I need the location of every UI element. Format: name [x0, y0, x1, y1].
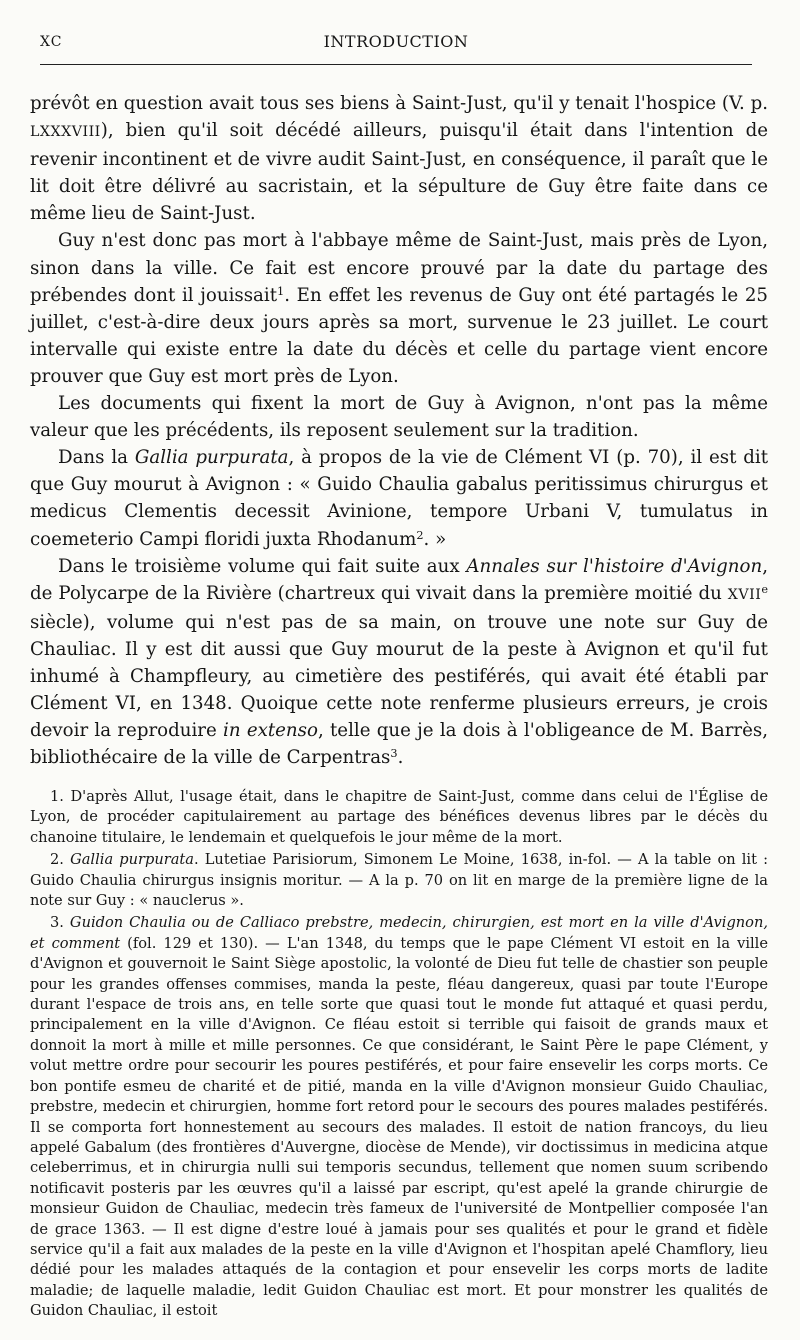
paragraph: Guy n'est donc pas mort à l'abbaye même de Saint-Just, mais près de Lyon, sinon dans la ville. Ce fait est encore prouvé par la date du partage des prébendes dont il jouissait$^1$. En effet les revenus de Guy ont été partagés le 25 juillet, c'est-à-dire deux jours après sa mort, survenue le 23 juillet. Le court intervalle qui existe entre la date du décès et celle du partage vient encore prouver que Guy est mort près de Lyon. [30, 230, 768, 387]
footnotes [30, 787, 768, 1324]
footnote-ref[interactable]: 2 [416, 528, 424, 542]
footnote: 3. Guidon Chaulia ou de Calliaco prebstre, medecin, chirurgien, est mort en la ville d'Avignon, et comment (fol. 129 et 130). — L'an 1348, du temps que le pape Clément VI estoit en la ville d'Avignon et gouvernoit le Saint Siège apostolic, la volonté de Dieu fut telle de chastier son peuple pour les grandes offenses commises, manda la peste, fléau dangereux, quasi par toute l'Europe durant l'espace de trois ans, en telle sorte que quasi tout le monde fut attaqué et quasi perdu, principalement en la ville d'Avignon. Ce fléau estoit si terrible qui faisoit de grands maux et donnoit la mort à mille et mille personnes. Ce que considérant, le Saint Père le pape Clément, y volut mettre ordre pour secourir les poures pestiférés, et pour faire ensevelir les corps morts. Ce bon pontife esmeu de charité et de pitié, manda en la ville d'Avignon monsieur Guido Chauliac, prebstre, medecin et chirurgien, homme fort retord pour le secours des poures malades pestiférés. Il se comporta fort honnestement au secours des malades. Il estoit de nation francoys, du lieu appelé Gabalum (des frontières d'Auvergne, diocèse de Mende), vir doctissimus in medicina atque celeberrimus, et in chirurgia nulli sui temporis secundus, tellement que nomen suum scribendo notificavit posteris par les œuvres qu'il a laissé par escript, qu'est apelé la grande chirurgie de monsieur Guidon de Chauliac, medecin très fameux de l'université de Montpellier composée l'an de grace 1363. — Il est digne d'estre loué à jamais pour ses qualités et pour le grand et fidèle service qu'il a fait aux malades de la peste en la ville d'Avignon et l'hospitan apelé Chamflory, lieu dédié pour les malades attaqués de la contagion et pour ensevelir les corps morts de ladite maladie; de laquelle maladie, ledit Guidon Chauliac est mort. Et pour monstrer les qualités de Guidon Chauliac, il estoit [30, 914, 769, 1320]
footnote-ref[interactable]: 1 [277, 284, 285, 298]
page-number: XC [40, 34, 63, 50]
paragraph: prévôt en question avait tous ses biens à Saint-Just, qu'il y tenait l'hospice (V. p. LXXXVIII), bien qu'il soit décédé ailleurs, puisqu'il était dans l'intention de revenir incontinent et de vivre audit Saint-Just, en conséquence, il paraît que le lit doit être délivré au sacristain, et la sépulture de Guy être faite dans ce même lieu de Saint-Just. [30, 93, 768, 225]
footnote-ref[interactable]: 3 [390, 747, 398, 761]
footnote: 2. Gallia purpurata. Lutetiae Parisiorum, Simonem Le Moine, 1638, in-fol. — A la table on lit : Guido Chaulia chirurgus insignis moritur. — A la p. 70 on lit en marge de la première ligne de la note sur Guy : « nauclerus ». [30, 851, 768, 910]
paragraph: Dans la Gallia purpurata, à propos de la vie de Clément VI (p. 70), il est dit que Guy mourut à Avignon : « Guido Chaulia gabalus peritissimus chirurgus et medicus Clementis decessit Avinione, tempore Urbani V, tumulatus in coemeterio Campi floridi juxta Rhodanum$^2$. » [30, 447, 769, 550]
header-rule [40, 64, 752, 65]
footnote: 1. D'après Allut, l'usage était, dans le chapitre de Saint-Just, comme dans celui de l'Église de Lyon, de procéder capitulairement au partage des bénéfices devenus libres par le décès du chanoine titulaire, le lendemain et quelquefois le jour même de la mort. [30, 788, 768, 846]
page-header [40, 30, 752, 56]
running-title: INTRODUCTION [323, 32, 469, 51]
main-text [30, 90, 768, 771]
paragraph: Les documents qui fixent la mort de Guy à Avignon, n'ont pas la même valeur que les précédents, ils reposent seulement sur la tradition. [30, 393, 768, 442]
paragraph: Dans le troisième volume qui fait suite aux Annales sur l'histoire d'Avignon, de Polycarpe de la Rivière (chartreux qui vivait dans la première moitié du XVIIe siècle), volume qui n'est pas de sa main, on trouve une note sur Guy de Chauliac. Il y est dit aussi que Guy mourut de la peste à Avignon et qu'il fut inhumé à Champfleury, au cimetière des pestiférés, qui avait été établi par Clément VI, en 1348. Quoique cette note renferme plusieurs erreurs, je crois devoir la reproduire in extenso, telle que je la dois à l'obligeance de M. Barrès, bibliothécaire de la ville de Carpentras$^3$. [30, 555, 768, 769]
